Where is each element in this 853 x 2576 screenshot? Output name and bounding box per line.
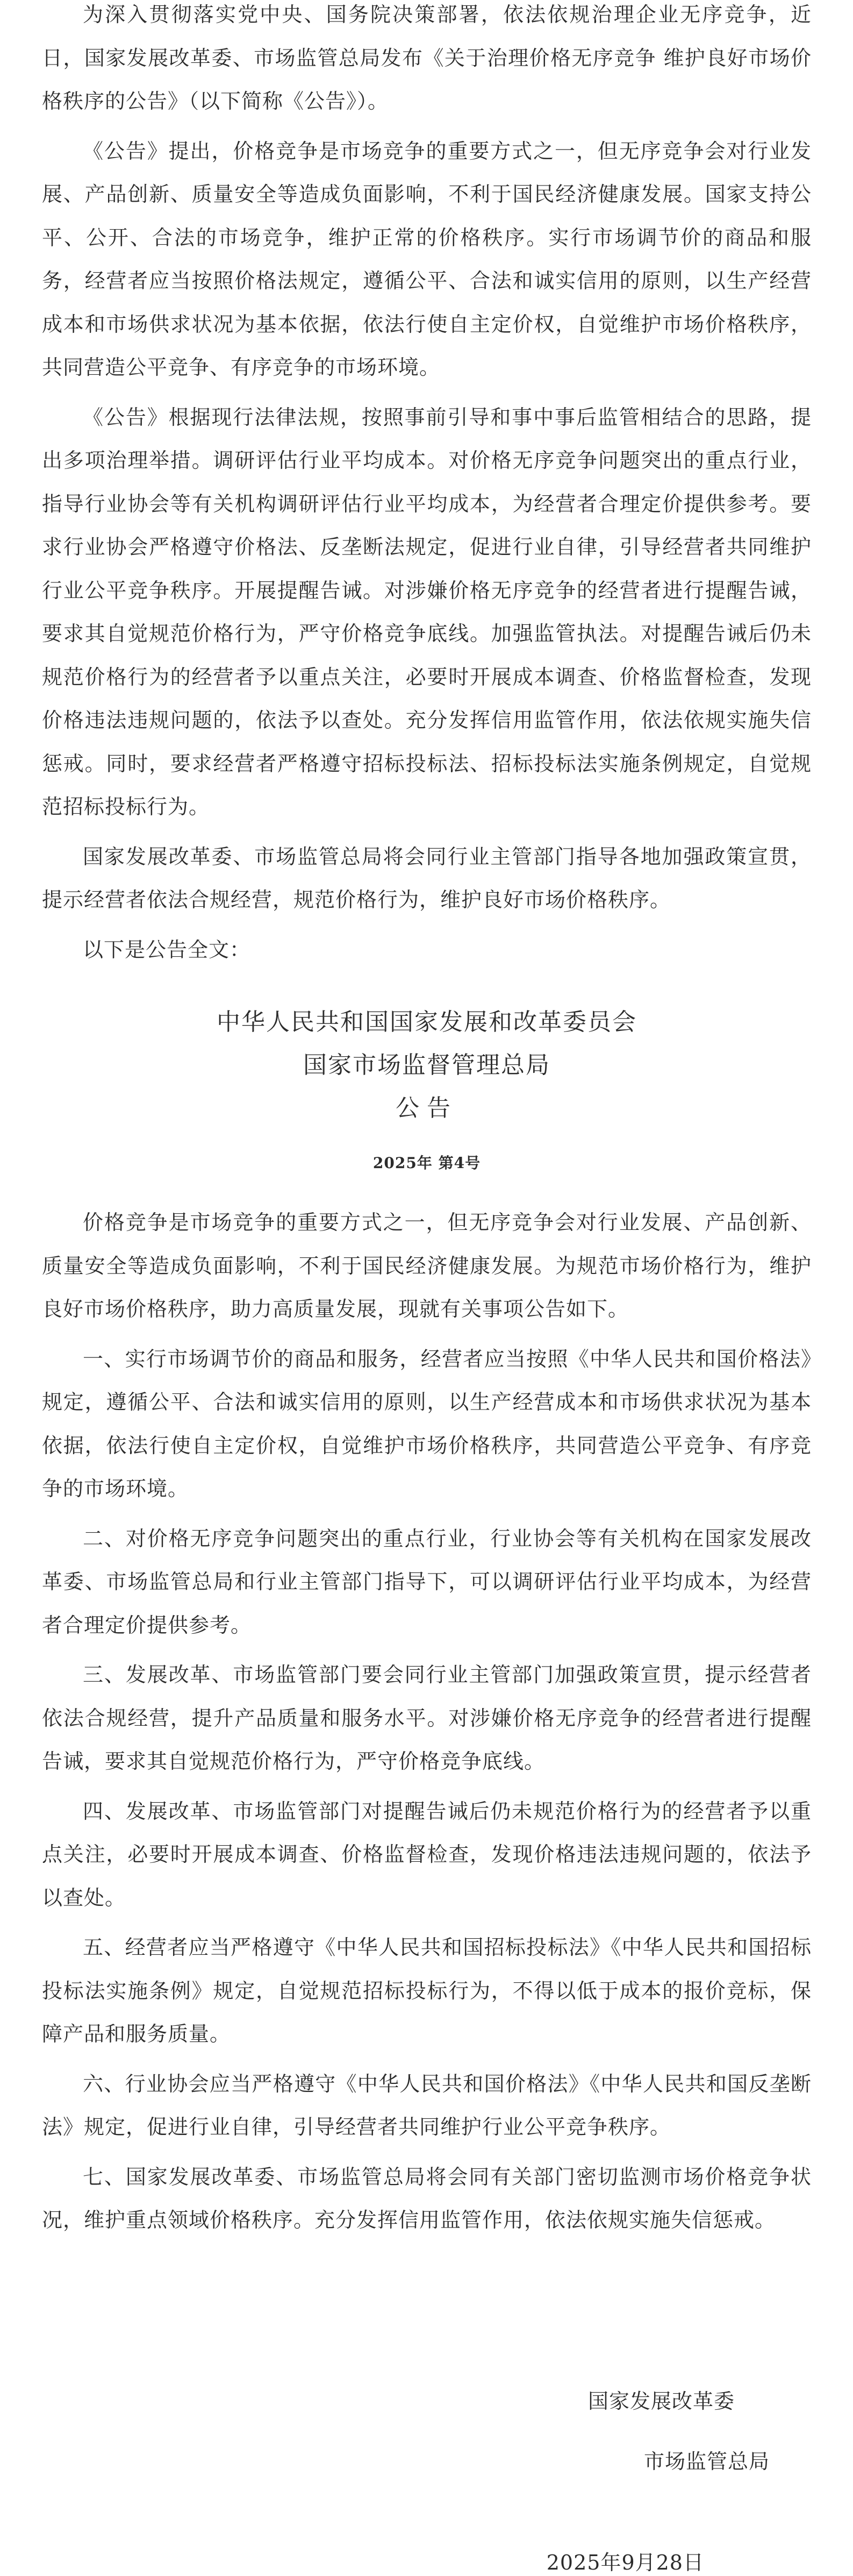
notice-paragraph: 三、发展改革、市场监管部门要会同行业主管部门加强政策宣贯，提示经营者依法合规经营，提升产品质量和服务水平。对涉嫌价格无序竞争的经营者进行提醒告诫，要求其自觉规范价格行为，严守价格竞争底线。 (42, 1663, 812, 1773)
intro-paragraph: 《公告》提出，价格竞争是市场竞争的重要方式之一，但无序竞争会对行业发展、产品创新、质量安全等造成负面影响，不利于国民经济健康发展。国家支持公平、公开、合法的市场竞争，维护正常的价格秩序。实行市场调节价的商品和服务，经营者应当按照价格法规定，遵循公平、合法和诚实信用的原则，以生产经营成本和市场供求状况为基本依据，依法行使自主定价权，自觉维护市场价格秩序，共同营造公平竞争、有序竞争的市场环境。 (42, 139, 812, 379)
notice-paragraph: 二、对价格无序竞争问题突出的重点行业，行业协会等有关机构在国家发展改革委、市场监管总局和行业主管部门指导下，可以调研评估行业平均成本，为经营者合理定价提供参考。 (42, 1526, 812, 1637)
signature-block (588, 2380, 812, 2483)
intro-paragraph: 以下是公告全文： (83, 937, 251, 962)
notice-paragraph: 一、实行市场调节价的商品和服务，经营者应当按照《中华人民共和国价格法》规定，遵循公平、合法和诚实信用的原则，以生产经营成本和市场供求状况为基本依据，依法行使自主定价权，自觉维护市场价格秩序，共同营造公平竞争、有序竞争的市场环境。 (42, 1347, 812, 1500)
document-number: 2025年 第4号 (372, 1154, 481, 1172)
notice-paragraph: 四、发展改革、市场监管部门对提醒告诫后仍未规范价格行为的经营者予以重点关注，必要时开展成本调查、价格监督检查，发现价格违法违规问题的，依法予以查处。 (42, 1799, 812, 1910)
intro-paragraph: 《公告》根据现行法律法规，按照事前引导和事中事后监管相结合的思路，提出多项治理举措。调研评估行业平均成本。对价格无序竞争问题突出的重点行业，指导行业协会等有关机构调研评估行业平均成本，为经营者合理定价提供参考。要求行业协会严格遵守价格法、反垄断法规定，促进行业自律，引导经营者共同维护行业公平竞争秩序。开展提醒告诫。对涉嫌价格无序竞争的经营者进行提醒告诫，要求其自觉规范价格行为，严守价格竞争底线。加强监管执法。对提醒告诫后仍未规范价格行为的经营者予以重点关注，必要时开展成本调查、价格监督检查，发现价格违法违规问题的，依法予以查处。充分发挥信用监管作用，依法依规实施失信惩戒。同时，要求经营者严格遵守招标投标法、招标投标法实施条例规定，自觉规范招标投标行为。 (42, 405, 812, 819)
signature-org-ndrc: 国家发展改革委 (587, 2389, 735, 2413)
intro-paragraph: 为深入贯彻落实党中央、国务院决策部署，依法依规治理企业无序竞争，近日，国家发展改革委、市场监管总局发布《关于治理价格无序竞争 维护良好市场价格秩序的公告》（以下简称《公告》）。 (42, 3, 812, 113)
notice-heading (42, 1001, 812, 1173)
issuer-ndrc: 中华人民共和国国家发展和改革委员会 (217, 1008, 637, 1036)
intro-paragraph: 国家发展改革委、市场监管总局将会同行业主管部门指导各地加强政策宣贯，提示经营者依法合规经营，规范价格行为，维护良好市场价格秩序。 (42, 844, 812, 912)
signature-date: 2025年9月28日 (546, 2551, 704, 2574)
notice-title: 公告 (396, 1094, 458, 1122)
intro-section (42, 0, 812, 971)
notice-paragraph: 价格竞争是市场竞争的重要方式之一，但无序竞争会对行业发展、产品创新、质量安全等造成负面影响，不利于国民经济健康发展。为规范市场价格行为，维护良好市场价格秩序，助力高质量发展，现就有关事项公告如下。 (42, 1211, 812, 1321)
article-page (42, 0, 812, 2574)
notice-paragraph: 七、国家发展改革委、市场监管总局将会同有关部门密切监测市场价格竞争状况，维护重点领域价格秩序。充分发挥信用监管作用，依法依规实施失信惩戒。 (42, 2165, 812, 2232)
notice-paragraph: 五、经营者应当严格遵守《中华人民共和国招标投标法》《中华人民共和国招标投标法实施条例》规定，自觉规范招标投标行为，不得以低于成本的报价竞标，保障产品和服务质量。 (42, 1935, 812, 2046)
signature-org-samr: 市场监管总局 (643, 2450, 770, 2473)
notice-body (42, 1201, 812, 2242)
issuer-samr: 国家市场监督管理总局 (303, 1051, 550, 1079)
notice-paragraph: 六、行业协会应当严格遵守《中华人民共和国价格法》《中华人民共和国反垄断法》规定，促进行业自律，引导经营者共同维护行业公平竞争秩序。 (42, 2072, 812, 2139)
